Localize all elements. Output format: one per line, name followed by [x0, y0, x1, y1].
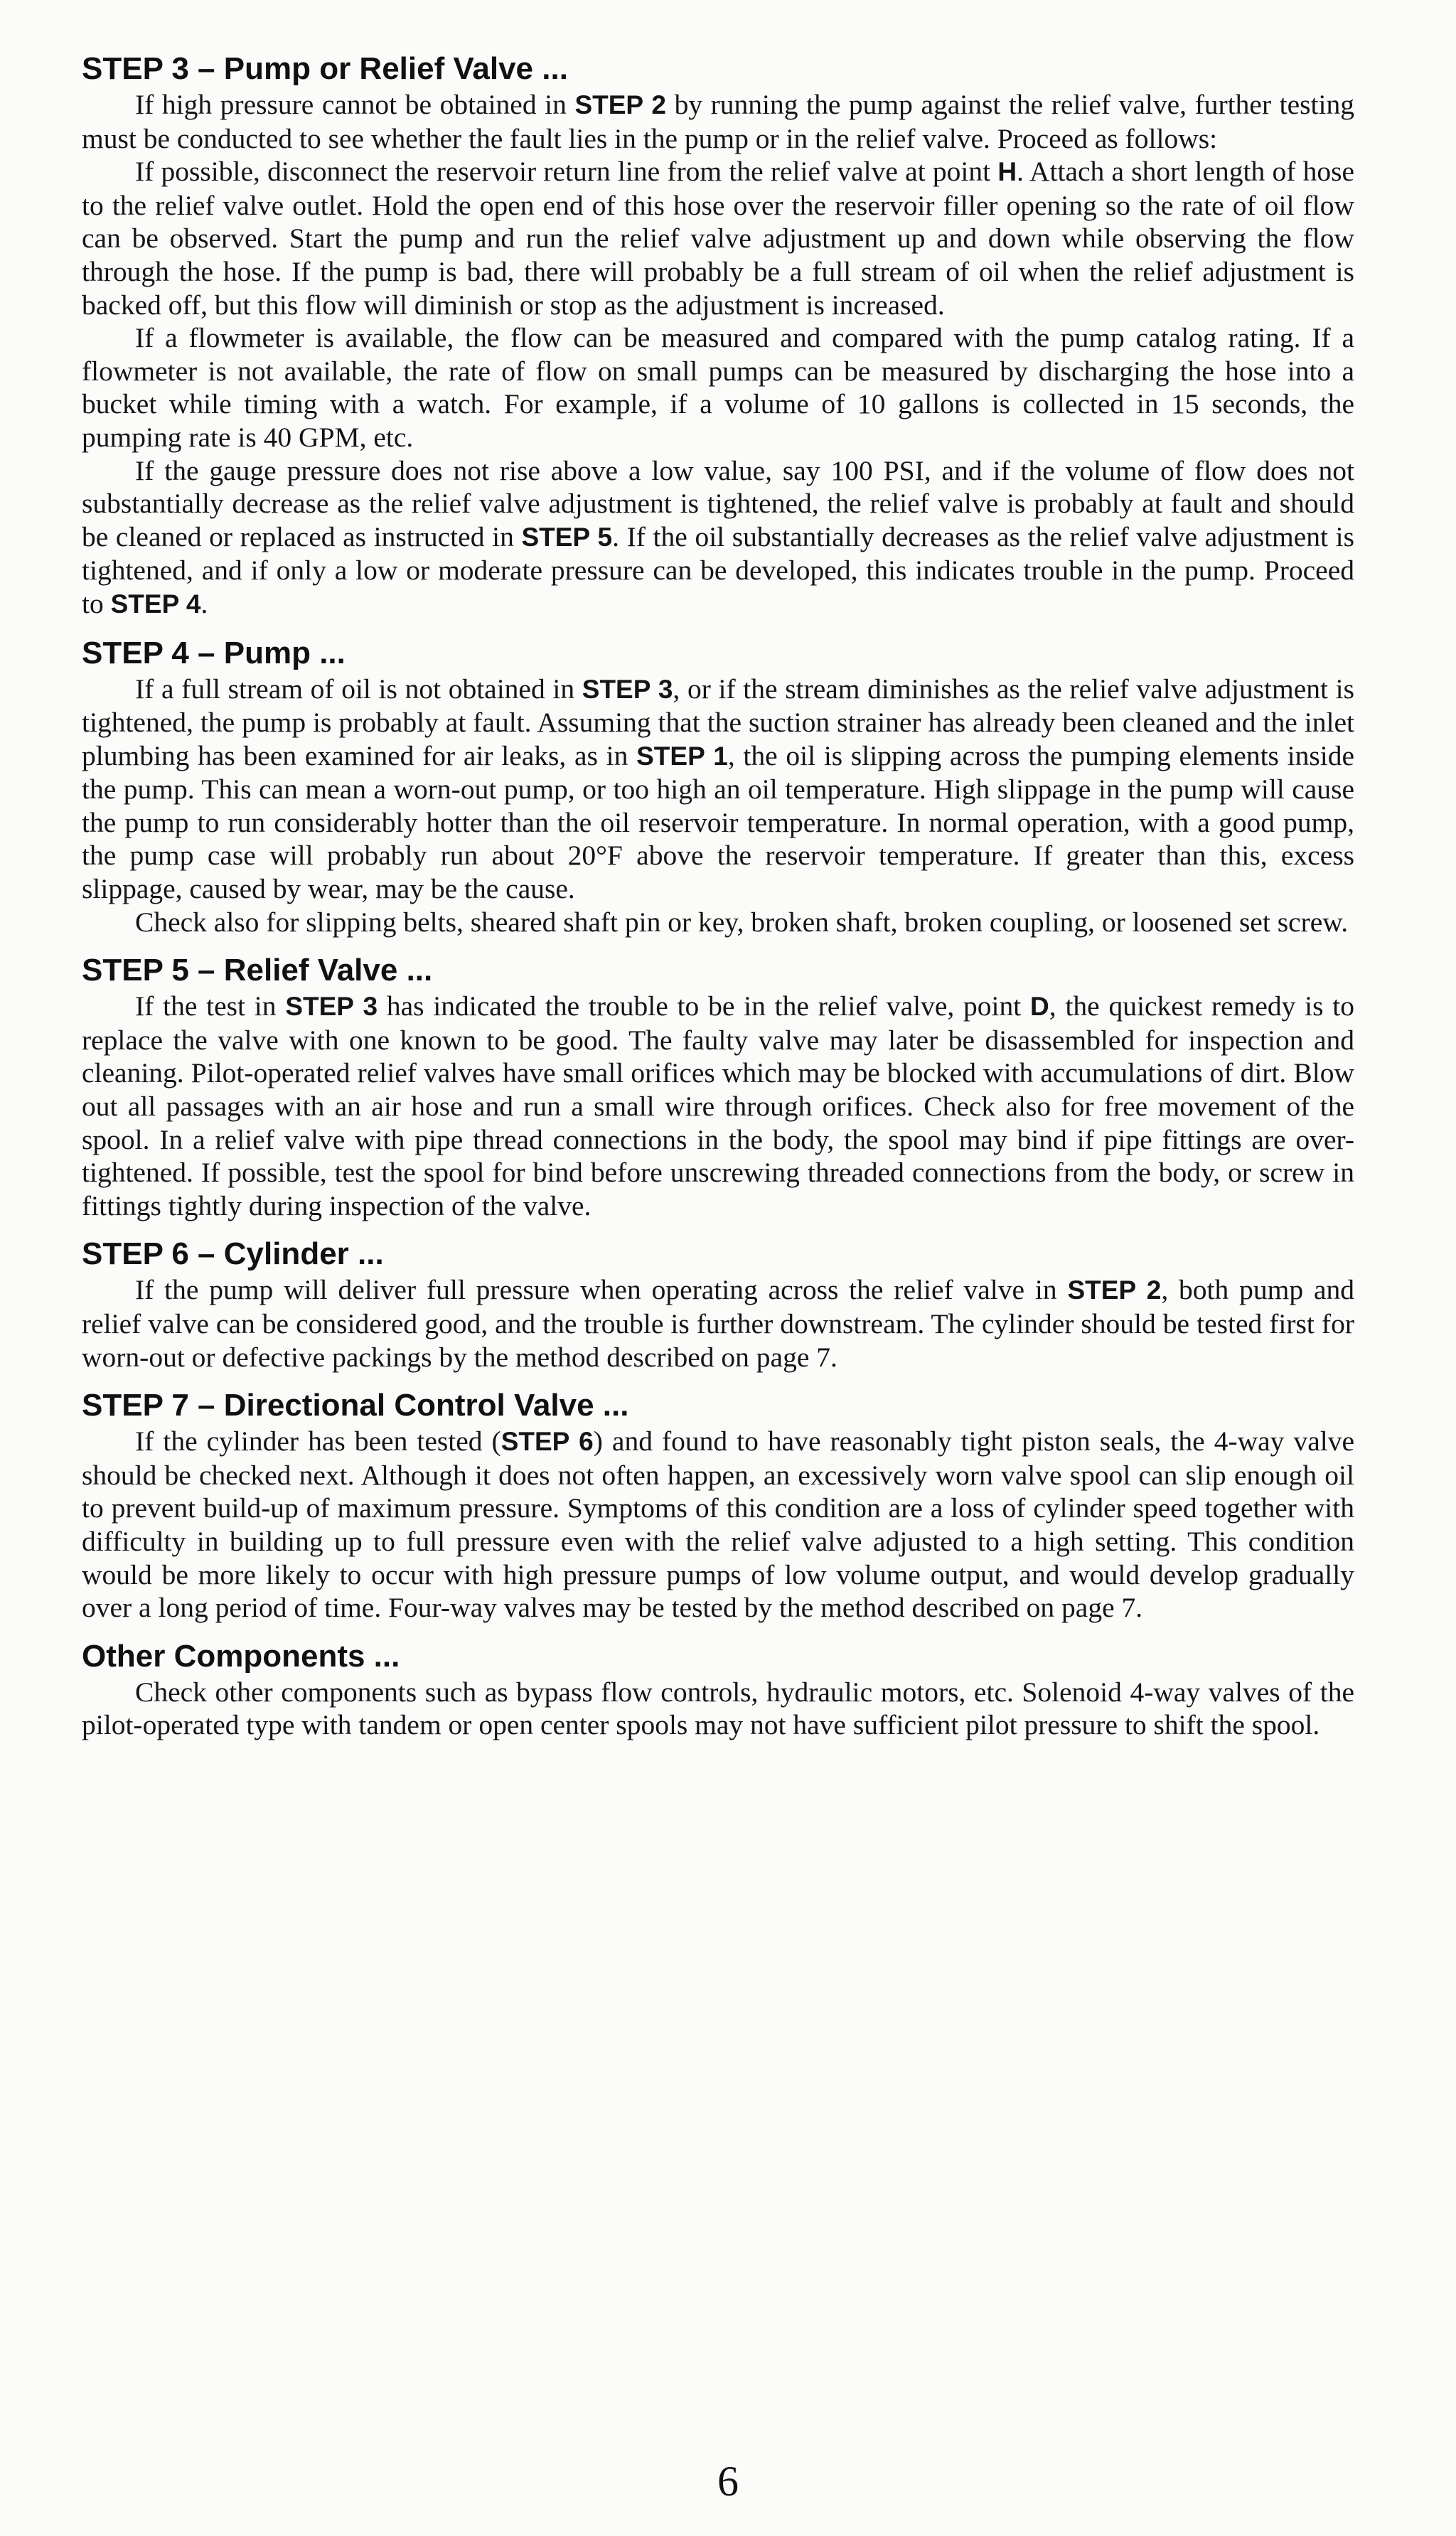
section-heading: STEP 6 – Cylinder ...: [82, 1236, 384, 1272]
text-run: , the oil is slipping across the pumping elements inside the pump. This can mean a worn-out pump, or too high an oil temperature. High slippage in the pump will cause the pump to run considerably hotter than the oil reservoir temperature. In normal operation, with a good pump, the pump case will probably run about 20°F above the reservoir temperature. If greater than this, excess slippage, caused by wear, may be the cause.: [82, 739, 1354, 905]
body-paragraph: [82, 88, 1354, 155]
page-number: 6: [717, 2458, 739, 2505]
section: [82, 1235, 1354, 1374]
section: [82, 951, 1354, 1222]
bold-reference: STEP 3: [582, 674, 673, 704]
text-run: If the gauge pressure does not rise above a low value, say 100 PSI, and if the volume of flow does not substantially decrease as the relief valve adjustment is tightened, the relief valve is probably at fault and should be cleaned or replaced as instructed in: [82, 454, 1354, 552]
text-run: .: [200, 587, 208, 619]
text-run: by running the pump against the relief valve, further testing must be conducted to see whether the fault lies in the pump or in the relief valve. Proceed as follows:: [82, 89, 1354, 154]
body-paragraph: [82, 990, 1354, 1222]
text-run: If the cylinder has been tested (: [135, 1425, 501, 1457]
body-paragraph: [82, 1425, 1354, 1625]
text-run: If the pump will deliver full pressure when operating across the relief valve in: [135, 1274, 1068, 1306]
bold-reference: STEP 1: [636, 741, 728, 771]
body-paragraph: [82, 1676, 1354, 1742]
text-run: ) and found to have reasonably tight piston seals, the 4-way valve should be checked next. Although it does not often happen, an excessively worn valve spool can slip enough oil to prevent build-up of maximum pressure. Symptoms of this condition are a loss of cylinder speed together with difficulty in building up to full pressure even with the relief valve adjusted to a high setting. This condition would be more likely to occur with high pressure pumps of low volume output, and would develop gradually over a long period of time. Four-way valves may be tested by the method described on page 7.: [82, 1425, 1355, 1624]
text-run: If a flowmeter is available, the flow can be measured and compared with the pump catalog rating. If a flowmeter is not available, the rate of flow on small pumps can be measured by discharging the hose into a bucket while timing with a watch. For example, if a volume of 10 gallons is collected in 15 seconds, the pumping rate is 40 GPM, etc.: [82, 322, 1354, 453]
section: [82, 634, 1354, 939]
bold-reference: D: [1030, 992, 1049, 1022]
section-heading: Other Components ...: [82, 1638, 400, 1674]
document-page: [82, 50, 1354, 1742]
section-heading: STEP 3 – Pump or Relief Valve ...: [82, 51, 568, 86]
text-run: . Attach a short length of hose to the relief valve outlet. Hold the open end of this hose over the reservoir filler opening so the rate of oil flow can be observed. Start the pump and run the relief valve adjustment up and down while observing the flow through the hose. If the pump is bad, there will probably be a full stream of oil when the relief adjustment is backed off, but this flow will diminish or stop as the adjustment is increased.: [82, 156, 1354, 321]
text-run: , the quickest remedy is to replace the valve with one known to be good. The faulty valve may later be disassembled for inspection and cleaning. Pilot-operated relief valves have small orifices which may be blocked with accumulations of dirt. Blow out all passages with an air hose and run a small wire through orifices. Check also for free movement of the spool. In a relief valve with pipe thread connections in the body, the spool may bind if pipe fittings are over-tightened. If possible, test the spool for bind before unscrewing threaded connections from the body, or screw in fittings tightly during inspection of the valve.: [82, 990, 1355, 1221]
section: [82, 1386, 1354, 1625]
text-run: Check other components such as bypass flow controls, hydraulic motors, etc. Solenoid 4-way valves of the pilot-operated type with tandem or open center spools may not have sufficient pilot pressure to shift the spool.: [82, 1676, 1354, 1741]
section-heading: STEP 4 – Pump ...: [82, 635, 346, 670]
body-paragraph: [82, 906, 1354, 939]
bold-reference: H: [997, 157, 1017, 187]
body-paragraph: [82, 1273, 1354, 1374]
text-run: If high pressure cannot be obtained in: [135, 89, 575, 120]
section-heading: STEP 5 – Relief Valve ...: [82, 953, 433, 988]
text-run: has indicated the trouble to be in the relief valve, point: [378, 990, 1031, 1022]
text-run: If possible, disconnect the reservoir return line from the relief valve at point: [135, 156, 998, 188]
section: [82, 50, 1354, 621]
bold-reference: STEP 5: [521, 522, 613, 552]
body-paragraph: [82, 454, 1354, 621]
body-paragraph: [82, 673, 1354, 906]
text-run: , both pump and relief valve can be considered good, and the trouble is further downstream. The cylinder should be tested first for worn-out or defective packings by the method described on page 7.: [82, 1274, 1355, 1373]
bold-reference: STEP 4: [110, 589, 201, 619]
bold-reference: STEP 3: [285, 992, 378, 1022]
body-paragraph: [82, 321, 1354, 454]
text-run: , or if the stream diminishes as the relief valve adjustment is tightened, the pump is probably at fault. Assuming that the suction strainer has already been cleaned and the inlet plumbing has been examined for air leaks, as in: [82, 673, 1355, 771]
bold-reference: STEP 2: [1067, 1275, 1162, 1305]
section: [82, 1637, 1354, 1742]
text-run: If a full stream of oil is not obtained in: [135, 673, 582, 705]
section-heading: STEP 7 – Directional Control Valve ...: [82, 1388, 629, 1423]
bold-reference: STEP 6: [500, 1427, 594, 1457]
text-run: . If the oil substantially decreases as the relief valve adjustment is tightened, and if only a low or moderate pressure can be developed, this indicates trouble in the pump. Proceed to: [82, 520, 1355, 619]
text-run: Check also for slipping belts, sheared shaft pin or key, broken shaft, broken coupling, or loosened set screw.: [135, 906, 1349, 938]
bold-reference: STEP 2: [574, 90, 666, 119]
body-paragraph: [82, 155, 1354, 321]
text-run: If the test in: [135, 990, 286, 1022]
